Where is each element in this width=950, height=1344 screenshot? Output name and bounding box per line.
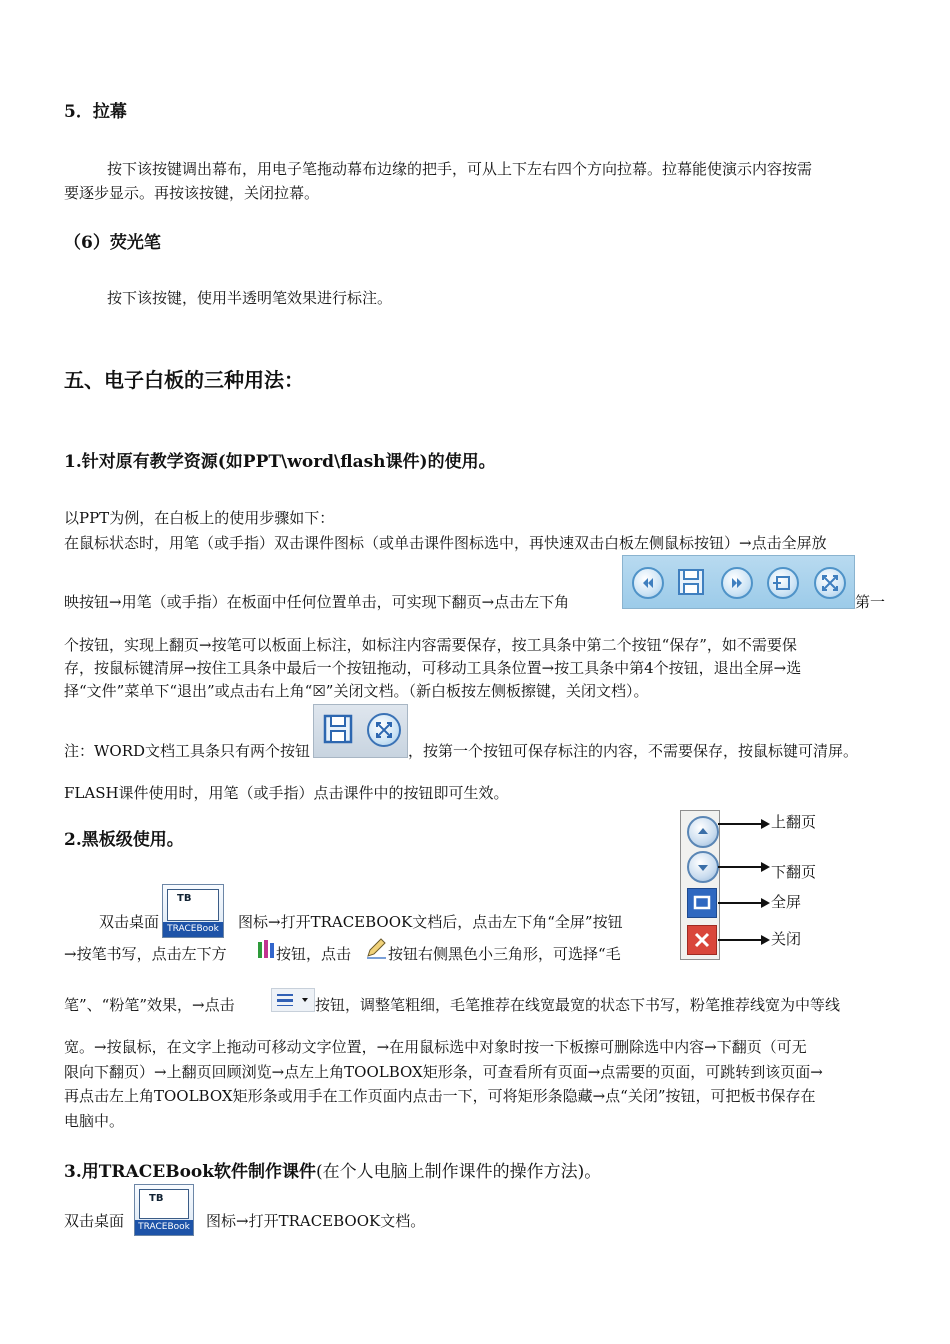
label-close: 关闭 (771, 930, 802, 948)
paragraph-line: 笔”、“粉笔”效果，→点击 (64, 996, 235, 1014)
label-page-up: 上翻页 (771, 813, 817, 831)
paragraph-line: 按钮，点击 (276, 945, 352, 963)
paragraph-line: 以PPT为例，在白板上的使用步骤如下： (64, 509, 335, 527)
page-down-icon (687, 851, 719, 883)
tracebook-app-icon: TB TRACEBook (162, 884, 224, 938)
heading-rest-part: (在个人电脑上制作课件的操作方法)。 (316, 1162, 602, 1182)
vertical-toolbar-image (680, 810, 720, 960)
paragraph-line: 映按钮→用笔（或手指）在板面中任何位置单击，可实现下翻页→点击左下角 (64, 593, 570, 611)
paragraph-line: 按下该按键，使用半透明笔效果进行标注。 (107, 289, 393, 307)
previous-page-icon (632, 567, 664, 599)
save-icon (676, 567, 706, 597)
paragraph-line: 个按钮，实现上翻页→按笔可以板面上标注，如标注内容需要保存，按工具条中第二个按钮“保存”，如不需要保 (64, 636, 797, 654)
paragraph-line: 存，按鼠标键清屏→按住工具条中最后一个按钮拖动，可移动工具条位置→按工具条中第4个按钮，退出全屏→选 (64, 659, 802, 677)
paragraph-line: 择“文件”菜单下“退出”或点击右上角“☒”关闭文档。（新白板按左侧板擦键，关闭文档）。 (64, 682, 649, 700)
arrow (718, 866, 763, 868)
arrow (718, 902, 763, 904)
next-page-icon (721, 567, 753, 599)
arrow-head (761, 935, 770, 945)
fullscreen-icon (814, 567, 846, 599)
label-page-down: 下翻页 (771, 863, 817, 881)
label-fullscreen: 全屏 (771, 893, 802, 911)
arrow-head (761, 819, 770, 829)
subsection-heading-2: 2.黑板级使用。 (64, 830, 184, 850)
word-toolbar-image (313, 704, 408, 758)
exit-fullscreen-icon (767, 567, 799, 599)
subsection-heading-1: 1.针对原有教学资源(如PPT\word\flash课件)的使用。 (64, 452, 496, 472)
paragraph-line: 第一 (855, 593, 886, 611)
paragraph-line: 要逐步显示。再按该按键，关闭拉幕。 (64, 184, 320, 202)
paragraph-line: 双击桌面 (64, 1212, 125, 1230)
close-icon (687, 925, 717, 955)
section-heading-6: （6）荧光笔 (64, 233, 161, 253)
pen-color-icon (257, 938, 275, 960)
paragraph-line: 按钮右侧黑色小三角形，可选择“毛 (388, 945, 621, 963)
paragraph-line: 图标→打开TRACEBOOK文档后，点击左下角“全屏”按钮 (238, 913, 623, 931)
arrow-head (761, 862, 770, 872)
paragraph-line: 电脑中。 (64, 1112, 125, 1130)
section-heading-5: 5．拉幕 (64, 102, 127, 122)
heading-bold-part: 3.用TRACEBook软件制作课件 (64, 1162, 317, 1182)
paragraph-line: 图标→打开TRACEBOOK文档。 (206, 1212, 426, 1230)
paragraph-line: 再点击左上角TOOLBOX矩形条或用手在工作页面内点击一下，可将矩形条隐藏→点“关闭”按钮，可把板书保存在 (64, 1087, 816, 1105)
arrow (718, 939, 763, 941)
fullscreen-icon (687, 888, 717, 918)
paragraph-line: 限向下翻页）→上翻页回顾浏览→点左上角TOOLBOX矩形条，可查看所有页面→点需要的页面，可跳转到该页面→ (64, 1063, 823, 1081)
part-heading: 五、电子白板的三种用法： (64, 368, 304, 392)
subsection-heading-3 (64, 1157, 601, 1182)
paragraph-line: 按钮，调整笔粗细，毛笔推荐在线宽最宽的状态下书写，粉笔推荐线宽为中等线 (315, 996, 841, 1014)
page-up-icon (687, 816, 719, 848)
pen-icon (364, 936, 388, 960)
paragraph-line: FLASH课件使用时，用笔（或手指）点击课件中的按钮即可生效。 (64, 784, 509, 802)
paragraph-line: 双击桌面 (99, 913, 160, 931)
save-icon (322, 713, 354, 745)
paragraph-line: →按笔书写，点击左下方 (64, 945, 227, 963)
arrow-head (761, 898, 770, 908)
fullscreen-icon (367, 713, 401, 747)
paragraph-line: 按下该按键调出幕布，用电子笔拖动幕布边缘的把手，可从上下左右四个方向拉幕。拉幕能使演示内容按需 (107, 160, 813, 178)
tracebook-app-icon: TB TRACEBook (134, 1184, 194, 1236)
paragraph-line: 注：WORD文档工具条只有两个按钮 (64, 742, 311, 760)
line-width-icon (271, 988, 315, 1012)
paragraph-line: 宽。→按鼠标，在文字上拖动可移动文字位置，→在用鼠标选中对象时按一下板擦可删除选中内容→下翻页（可无 (64, 1038, 807, 1056)
paragraph-line: 在鼠标状态时，用笔（或手指）双击课件图标（或单击课件图标选中，再快速双击白板左侧鼠标按钮）→点击全屏放 (64, 534, 827, 552)
paragraph-line: ，按第一个按钮可保存标注的内容，不需要保存，按鼠标键可清屏。 (408, 742, 859, 760)
arrow (718, 823, 763, 825)
ppt-toolbar-image (622, 555, 855, 609)
